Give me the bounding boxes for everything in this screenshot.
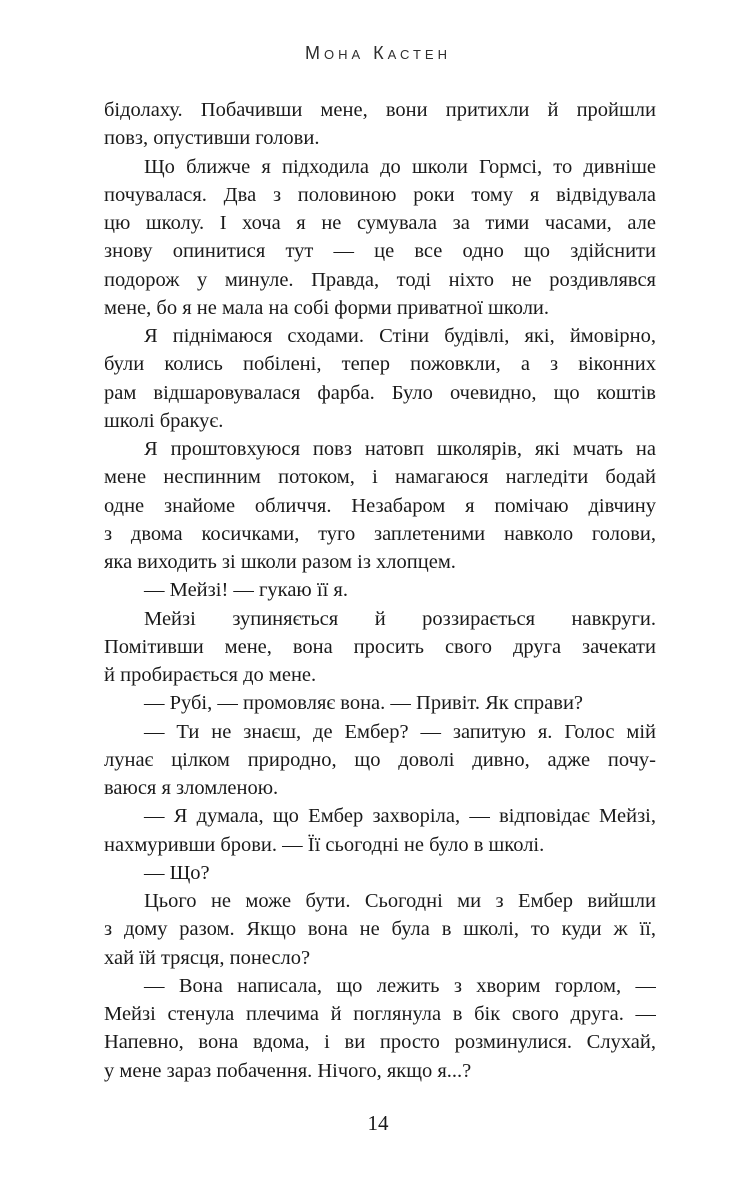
paragraph	[104, 605, 656, 690]
text-line: з дому разом. Якщо вона не була в школі, то куди ж її,	[104, 918, 656, 941]
text-line: — Що?	[144, 861, 210, 884]
text-line: були колись побілені, тепер пожовкли, а з віконних	[104, 353, 656, 376]
text-line: почувалася. Два з половиною роки тому я відвідувала	[104, 183, 656, 206]
text-line: знову опинитися тут — це все одно що здійснити	[104, 240, 656, 263]
text-line: з двома косичками, туго заплетеними навколо голови,	[104, 522, 656, 545]
text-line: у мене зараз побачення. Нічого, якщо я...?	[104, 1059, 472, 1082]
paragraph	[104, 153, 656, 323]
text-line: хай їй трясця, понесло?	[104, 946, 311, 969]
text-line: нахмуривши брови. — Її сьогодні не було в школі.	[104, 833, 545, 856]
text-line: повз, опустивши голови.	[104, 127, 320, 150]
paragraph	[104, 802, 656, 859]
text-line: мене неспинним потоком, і намагаюся нагледіти бодай	[104, 466, 656, 489]
paragraph	[104, 972, 656, 1085]
text-line: — Рубі, — промовляє вона. — Привіт. Як справи?	[144, 692, 584, 715]
text-line: Я піднімаюся сходами. Стіни будівлі, які, ймовірно,	[144, 325, 656, 347]
text-line: Що ближче я підходила до школи Гормсі, то дивніше	[144, 155, 656, 178]
text-line: мене, бо я не мала на собі форми приватної школи.	[104, 296, 550, 319]
text-block	[104, 96, 656, 1085]
text-line: — Мейзі! — гукаю її я.	[144, 579, 348, 602]
text-line: бідолаху. Побачивши мене, вони притихли й пройшли	[104, 99, 656, 121]
text-line: — Я думала, що Ембер захворіла, — відповідає Мейзі,	[144, 805, 656, 828]
text-line: Мейзі зупиняється й роззирається навкруги.	[144, 607, 656, 630]
paragraph	[104, 322, 656, 435]
text-line: — Ти не знаєш, де Ембер? — запитую я. Голос мій	[144, 720, 656, 743]
paragraph	[104, 718, 656, 803]
text-line: Мейзі стенула плечима й поглянула в бік свого друга. —	[104, 1003, 656, 1025]
text-line: цю школу. І хоча я не сумувала за тими часами, але	[104, 212, 656, 234]
paragraph	[104, 96, 656, 153]
text-line: лунає цілком природно, що доволі дивно, адже почу-	[104, 748, 656, 771]
text-line: Помітивши мене, вона просить свого друга зачекати	[104, 635, 656, 658]
text-line: рам відшаровувалася фарба. Було очевидно, що коштів	[104, 381, 656, 404]
paragraph	[104, 435, 656, 576]
paragraph	[104, 859, 656, 887]
running-header: Мона Кастен	[305, 43, 451, 63]
text-line: одне знайоме обличчя. Незабаром я помічаю дівчину	[104, 494, 656, 517]
text-line: подорож у минуле. Правда, тоді ніхто не роздивлявся	[104, 268, 656, 291]
paragraph	[104, 576, 656, 604]
text-line: Цього не може бути. Сьогодні ми з Ембер вийшли	[144, 890, 656, 912]
page-number: 14	[367, 1111, 389, 1135]
text-line: — Вона написала, що лежить з хворим горлом, —	[144, 974, 656, 997]
paragraph	[104, 689, 656, 717]
text-line: Я проштовхуюся повз натовп школярів, які мчать на	[144, 438, 656, 460]
text-line: яка виходить зі школи разом із хлопцем.	[104, 551, 456, 573]
text-line: й пробирається до мене.	[104, 664, 317, 686]
text-line: ваюся я зломленою.	[104, 777, 279, 799]
paragraph	[104, 887, 656, 972]
text-line: школі бракує.	[104, 409, 224, 432]
text-line: Напевно, вона вдома, і ви просто розминулися. Слухай,	[104, 1031, 656, 1054]
